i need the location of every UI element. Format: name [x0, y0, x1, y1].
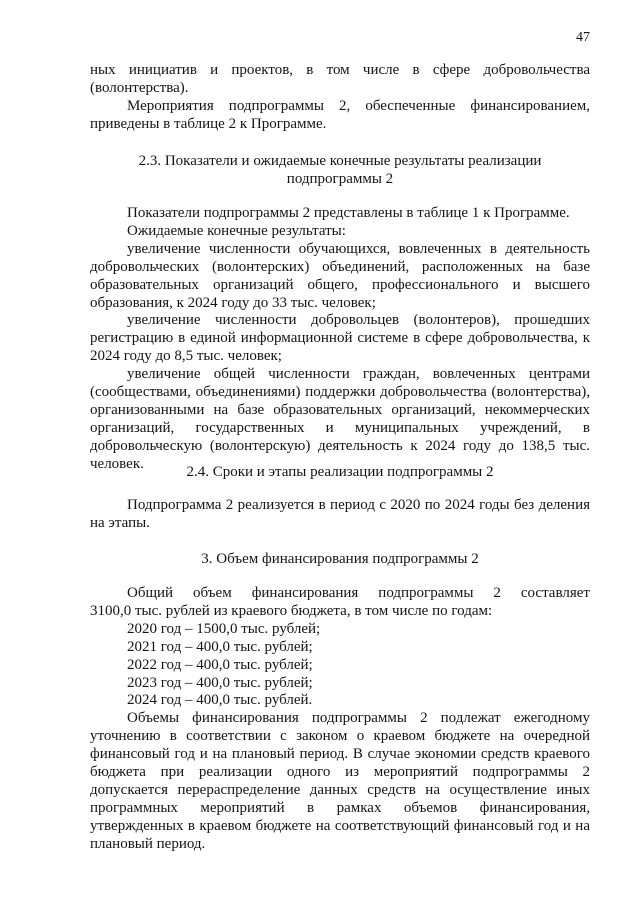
financing-word-5: 2 — [493, 585, 501, 601]
intro-paragraph-1: ных инициатив и проектов, в том числе в сфере добровольчества (волонтерства). — [90, 62, 590, 96]
financing-adjustment-paragraph: Объемы финансирования подпрограммы 2 подлежат ежегодному уточнению в соответствии с законом о краевом бюджете на очередной финансовый год и на плановый период. В случае экономии средств краевого бюджета при реализации одного из мероприятий подпрограммы 2 допускается перераспределение данных средств на осуществление иных программных мероприятий в рамках объемов финансирования, утвержденных в краевом бюджете на соответствующий финансовый год и на плановый период. — [90, 710, 590, 852]
financing-year-2020: 2020 год – 1500,0 тыс. рублей; — [127, 620, 321, 637]
section-2-3-title-line-2: подпрограммы 2 — [286, 171, 394, 187]
financing-word-2: объем — [193, 585, 232, 601]
financing-word-3: финансирования — [251, 585, 359, 601]
intro-block — [90, 62, 590, 134]
section-2-4-body — [90, 497, 590, 533]
financing-year-2021: 2021 год – 400,0 тыс. рублей; — [127, 638, 313, 655]
section-2-3-paragraph-1: Показатели подпрограммы 2 представлены в таблице 1 к Программе. — [127, 205, 570, 221]
financing-total-continuation: 3100,0 тыс. рублей из краевого бюджета, в том числе по годам: — [90, 602, 493, 619]
page-number: 47 — [576, 30, 590, 45]
result-item-students: увеличение численности обучающихся, вовлеченных в деятельность добровольческих (волонтерских) объединений, расположенных на базе образовательных организаций общего, профессионального и высшего образования, к 2024 году до 33 тыс. человек; — [90, 240, 590, 311]
intro-paragraph-2: Мероприятия подпрограммы 2, обеспеченные финансированием, приведены в таблице 2 к Программе. — [90, 97, 590, 132]
financing-word-4: подпрограммы — [378, 585, 474, 601]
financing-word-1: Общий — [127, 585, 174, 601]
financing-word-6: составляет — [520, 585, 590, 601]
section-2-3-body — [90, 205, 590, 474]
section-3-title: 3. Объем финансирования подпрограммы 2 — [201, 551, 479, 567]
result-item-volunteers: увеличение численности добровольцев (волонтеров), прошедших регистрацию в единой информационной системе в сфере добровольчества, к 2024 году до 8,5 тыс. человек; — [90, 312, 590, 365]
section-2-3-paragraph-2: Ожидаемые конечные результаты: — [127, 222, 346, 239]
section-2-4-paragraph-1: Подпрограмма 2 реализуется в период с 2020 по 2024 годы без деления на этапы. — [90, 497, 590, 531]
section-3-body — [90, 585, 590, 854]
result-item-citizens: увеличение общей численности граждан, вовлеченных центрами (сообществами, объединениями) поддержки добровольчества (волонтерства), организованными на базе образовательных организаций, некоммерческих организаций, государственных и муниципальных учреждений, в добровольческую (волонтерскую) деятельность к 2024 году до 138,5 тыс. человек. — [90, 366, 590, 472]
section-2-3-title — [90, 152, 590, 188]
financing-year-2023: 2023 год – 400,0 тыс. рублей; — [127, 674, 313, 691]
section-2-3-title-line-1: 2.3. Показатели и ожидаемые конечные результаты реализации — [138, 153, 542, 169]
financing-year-2022: 2022 год – 400,0 тыс. рублей; — [127, 656, 313, 673]
financing-year-2024: 2024 год – 400,0 тыс. рублей. — [127, 692, 313, 709]
section-2-4-title: 2.4. Сроки и этапы реализации подпрограммы 2 — [186, 464, 494, 480]
financing-total-line — [90, 585, 590, 603]
